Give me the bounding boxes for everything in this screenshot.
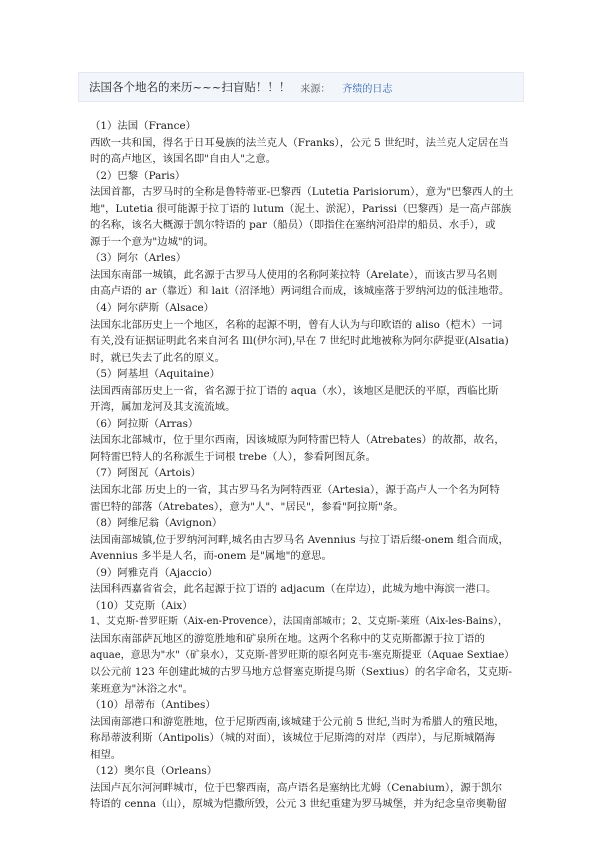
text-line: 法国西南部历史上一省，省名源于拉丁语的 aqua（水），该地区是肥沃的平原，西临比斯 <box>90 384 499 397</box>
text-line: 源于一个意为"边城"的词。 <box>90 235 214 248</box>
text-line: 1、艾克斯-普罗旺斯（Aix-en-Provence），法国南部城市；2、艾克斯-莱班（Aix-les-Bains）， <box>90 616 508 628</box>
text-line: 相望。 <box>90 748 122 761</box>
text-line: （2）巴黎（Paris） <box>90 169 186 182</box>
text-line: 法国南部港口和游览胜地，位于尼斯西南,该城建于公元前 5 世纪,当时为希腊人的殖民地， <box>90 715 505 728</box>
text-line: 法国科西嘉省省会，此名起源于拉丁语的 adjacum（在岸边），此城为地中海滨一港口。 <box>90 583 497 596</box>
text-line: （7）阿图瓦（Artois） <box>90 467 201 480</box>
text-line: 西欧一共和国，得名于日耳曼族的法兰克人（Franks），公元 5 世纪时，法兰克人定居在当 <box>90 136 509 149</box>
text-line: 特语的 cenna（山），原城为恺撒所毁，公元 3 世纪重建为罗马城堡，并为纪念皇帝奥勒留 <box>90 798 507 811</box>
text-line: 的名称，该名大概源于凯尔特语的 par（船员）（即指住在塞纳河沿岸的船员、水手），或 <box>90 219 496 232</box>
text-line: 开湾，属加龙河及其支流流域。 <box>90 401 236 414</box>
text-line: （12）奥尔良（Orleans） <box>90 765 218 778</box>
article-body <box>90 118 516 813</box>
text-line: 法国南部城镇,位于罗纳河河畔,城名由古罗马名 Avennius 与拉丁语后缀-onem 组合而成， <box>90 533 509 546</box>
source-link[interactable]: 齐绩的日志 <box>342 83 393 95</box>
text-line: 法国东北部城市，位于里尔西南，因该城原为阿特雷巴特人（Atrebates）的故都，故名， <box>90 434 505 447</box>
text-line: Avennius 多半是人名，而-onem 是"属地"的意思。 <box>90 550 332 563</box>
text-line: 法国东南部一城镇，此名源于古罗马人使用的名称阿莱拉特（Arelate），而该古罗马名则 <box>90 268 498 281</box>
source-label: 来源： <box>300 83 331 95</box>
text-line: （10）昂蒂布（Antibes） <box>90 699 216 712</box>
text-line: （4）阿尔萨斯（Alsace） <box>90 302 215 315</box>
text-line: 法国首都，古罗马时的全称是鲁特蒂亚-巴黎西（Lutetia Parisiorum），意为"巴黎西人的土 <box>90 186 514 199</box>
text-line: 以公元前 123 年创建此城的古罗马地方总督塞克斯提乌斯（Sextius）的名字命名，艾克斯- <box>90 666 512 679</box>
text-line: （9）阿雅克肖（Ajaccio） <box>90 566 218 579</box>
text-line: 地"，Lutetia 很可能源于拉丁语的 lutum（泥土、淤泥），Parissi（巴黎西）是一高卢部族 <box>90 202 512 215</box>
text-line: 由高卢语的 ar（靠近）和 lait（沼泽地）两词组合而成，该城座落于罗纳河边的低洼地带。 <box>90 285 510 298</box>
text-line: 称昂蒂波利斯（Antipolis）（城的对面），该城位于尼斯湾的对岸（西岸），与尼斯城隔海 <box>90 732 496 745</box>
text-line: （6）阿拉斯（Arras） <box>90 417 199 430</box>
text-line: （8）阿维尼翁（Avignon） <box>90 517 223 530</box>
text-line: 雷巴特的部落（Atrebates），意为"人"、"居民"，参看"阿拉斯"条。 <box>90 500 404 513</box>
text-line: 法国东南部萨瓦地区的游览胜地和矿泉所在地。这两个名称中的艾克斯都源于拉丁语的 <box>90 632 485 645</box>
text-line: aquae，意思为"水"（矿泉水），艾克斯-普罗旺斯的原名阿克韦-塞克斯提亚（Aquae Sextiae） <box>90 649 515 661</box>
text-line: （5）阿基坦（Aquitaine） <box>90 368 221 381</box>
text-line: 时的高卢地区，该国名即"自由人"之意。 <box>90 153 277 166</box>
text-line: （1）法国（France） <box>90 120 196 132</box>
article-title-bar <box>78 72 524 102</box>
text-line: 法国卢瓦尔河河畔城市，位于巴黎西南，高卢语名是塞纳比尤姆（Cenabium），源于凯尔 <box>90 781 502 794</box>
text-line: （3）阿尔（Arles） <box>90 252 187 265</box>
text-line: 法国东北部历史上一个地区，名称的起源不明，曾有人认为与印欧语的 aliso（桤木）一词 <box>90 318 503 331</box>
text-line: 法国东北部 历史上的一省，其古罗马名为阿特西亚（Artesia），源于高卢人一个名为阿特 <box>90 484 500 497</box>
text-line: （10）艾克斯（Aix） <box>90 599 193 612</box>
text-line: 阿特雷巴特人的名称派生于词根 trebe（人），参看阿图瓦条。 <box>90 450 376 463</box>
article-title: 法国各个地名的来历~~~扫盲贴！！！ <box>89 80 291 94</box>
text-line: 时，就已失去了此名的原义。 <box>90 351 226 364</box>
text-line: 莱班意为"沐浴之水"。 <box>90 682 194 695</box>
text-line: 有关,没有证据证明此名来自河名 Ill(伊尔河),早在 7 世纪时此地被称为阿尔萨提亚(Alsatia) <box>90 335 509 348</box>
